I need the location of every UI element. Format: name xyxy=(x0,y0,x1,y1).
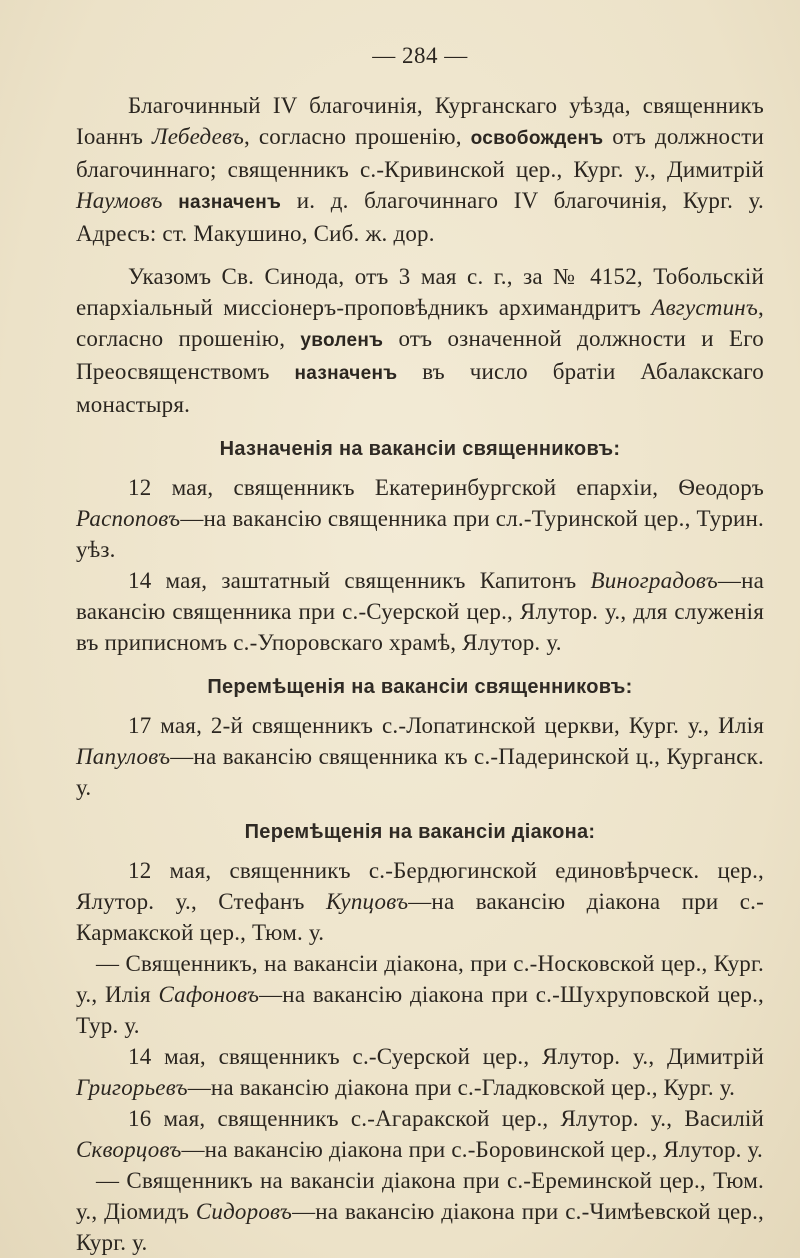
text-run: Благочинный IV благочинія, Курганскаго уѣзда, священникъ Іоаннъ xyxy=(76,93,764,149)
text-run: —на вакансію діакона при с.-Кармакской цер., Тюм. у. xyxy=(76,889,764,945)
page-content xyxy=(76,40,764,1258)
action-word: уволенъ xyxy=(300,330,384,351)
text-run: и. д. благочиннаго IV благочинія, Кург. у. Адресъ: ст. Макушино, Сиб. ж. дор. xyxy=(76,188,764,246)
text-run: , согласно прошенію, xyxy=(244,124,471,149)
section-heading-priest-transfers: Перемѣщенія на вакансіи священниковъ: xyxy=(207,676,633,698)
surname: Лебедевъ xyxy=(151,124,245,149)
text-run: отъ означенной должности и Его Преосвященствомъ xyxy=(76,326,764,384)
text-run: —на вакансію священника при с.-Суерской цер., Ялутор. у., для служенія въ приписномъ с.-Упоровскаго храмѣ, Ялутор. у. xyxy=(76,568,764,655)
text-run: 12 мая, священникъ с.-Бердюгинской единовѣрческ. цер., Ялутор. у., Стефанъ xyxy=(76,858,764,914)
section-heading-deacon-transfers: Перемѣщенія на вакансіи діакона: xyxy=(244,821,596,843)
surname: Виноградовъ xyxy=(590,568,718,593)
entry-deacon-transfer xyxy=(76,1103,764,1165)
surname: Наумовъ xyxy=(76,188,163,213)
surname: Сафоновъ xyxy=(158,982,260,1007)
text-run: въ число братіи Абалакскаго монастыря. xyxy=(76,359,764,417)
section-heading-priest-appointments: Назначенія на вакансіи священниковъ: xyxy=(219,438,621,460)
paragraph-synod-decree xyxy=(76,261,764,420)
paragraph-dean-appointment xyxy=(76,90,764,249)
entry-deacon-transfer xyxy=(76,1041,764,1103)
action-word: назначенъ xyxy=(294,363,398,384)
text-run: 12 мая, священникъ Екатеринбургской епархіи, Ѳеодоръ xyxy=(128,475,764,500)
text-run: —на вакансію діакона при с.-Шухруповской цер., Тур. у. xyxy=(76,982,764,1038)
text-run: —на вакансію діакона при с.-Гладковской цер., Кург. у. xyxy=(187,1075,736,1100)
surname: Купцовъ xyxy=(325,889,409,914)
text-run: 16 мая, священникъ с.-Агаракской цер., Ялутор. у., Василій xyxy=(128,1106,764,1131)
text-run: —на вакансію священника къ с.-Падеринской ц., Курганск. у. xyxy=(76,744,764,800)
surname: Распоповъ xyxy=(76,506,181,531)
entry-priest-transfer xyxy=(76,710,764,803)
surname: Григорьевъ xyxy=(76,1075,188,1100)
action-word: освобожденъ xyxy=(470,128,604,149)
text-run: 14 мая, священникъ с.-Суерской цер., Ялутор. у., Димитрій xyxy=(128,1044,764,1069)
entry-deacon-transfer xyxy=(76,1165,764,1258)
entry-deacon-transfer xyxy=(76,855,764,948)
surname: Августинъ xyxy=(651,295,759,320)
entry-priest-appointment xyxy=(76,472,764,565)
text-run: —на вакансію діакона при с.-Чимѣевской цер., Кург. у. xyxy=(76,1199,764,1255)
entry-deacon-transfer xyxy=(76,948,764,1041)
text-run: 17 мая, 2-й священникъ с.-Лопатинской церкви, Кург. у., Илія xyxy=(128,713,764,738)
text-run: — Священникъ на вакансіи діакона при с.-Ереминской цер., Тюм. у., Діомидъ xyxy=(76,1168,764,1224)
entry-priest-appointment xyxy=(76,565,764,658)
text-run: —на вакансію діакона при с.-Боровинской цер., Ялутор. у. xyxy=(181,1137,763,1162)
surname: Сидоровъ xyxy=(195,1199,293,1224)
text-run: 14 мая, заштатный священникъ Капитонъ xyxy=(128,568,591,593)
text-run: — Священникъ, на вакансіи діакона, при с.-Носковской цер., Кург. у., Илія xyxy=(76,951,764,1007)
page-number: — 284 — xyxy=(372,43,468,68)
text-run: , согласно прошенію, xyxy=(76,295,764,351)
text-run: Указомъ Св. Синода, отъ 3 мая с. г., за № 4152, Тобольскій епархіальный миссіонеръ-проповѣдникъ архимандритъ xyxy=(76,264,764,320)
surname: Папуловъ xyxy=(76,744,171,769)
action-word: назначенъ xyxy=(178,192,282,213)
surname: Скворцовъ xyxy=(76,1137,182,1162)
text-run: —на вакансію священника при сл.-Туринской цер., Турин. уѣз. xyxy=(76,506,764,562)
text-run: отъ должности благочиннаго; священникъ с.-Кривинской цер., Кург. у., Димитрій xyxy=(76,124,764,182)
